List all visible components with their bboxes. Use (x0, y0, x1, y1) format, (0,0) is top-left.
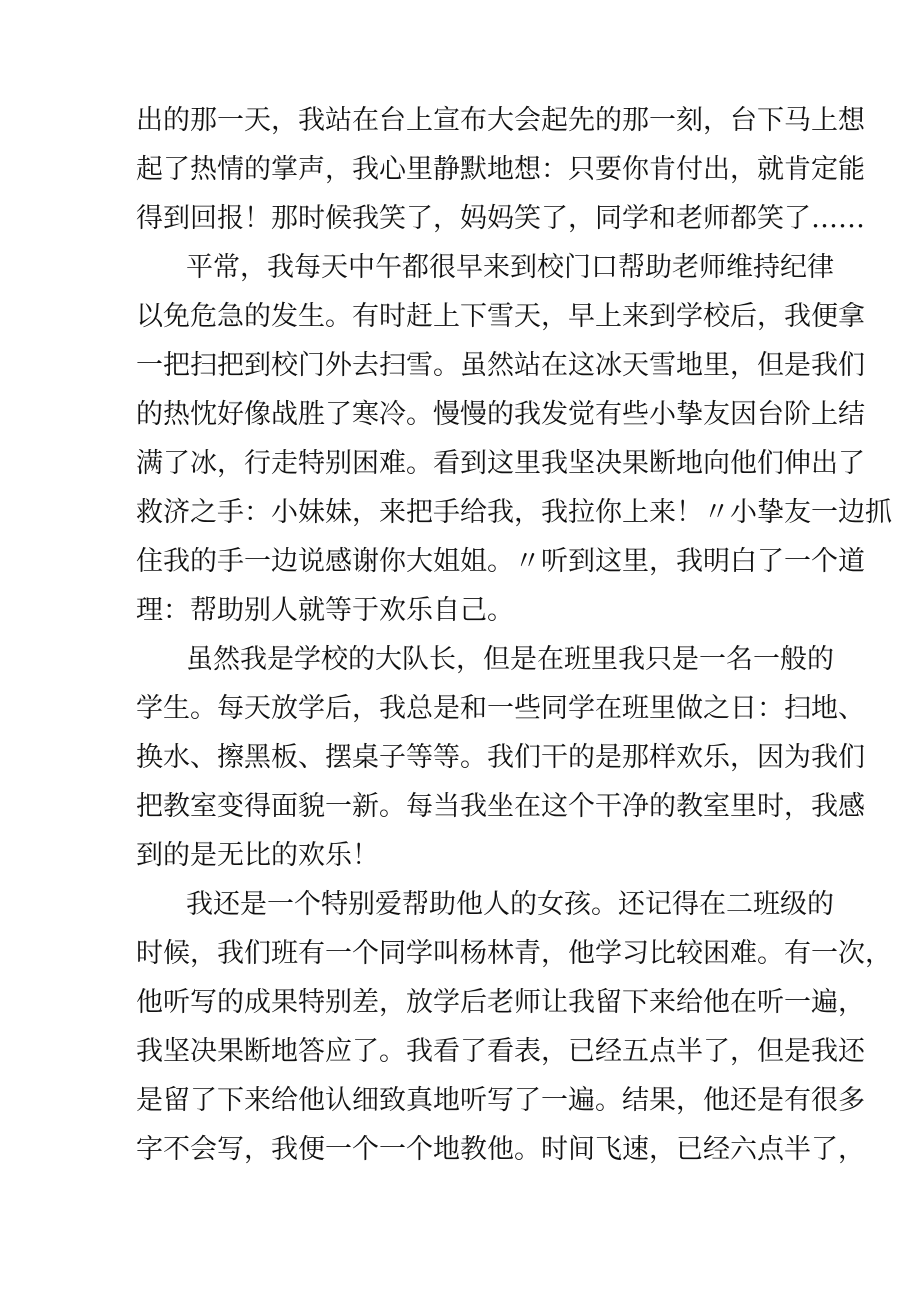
text-line: 住我的手一边说感谢你大姐姐。〃听到这里，我明白了一个道 (136, 546, 865, 577)
text-line: 的热忱好像战胜了寒冷。慢慢的我发觉有些小挚友因台阶上结 (136, 399, 865, 430)
text-line: 把教室变得面貌一新。每当我坐在这个干净的教室里时，我感 (136, 791, 865, 822)
paragraph-first-line: 我还是一个特别爱帮助他人的女孩。还记得在二班级的 (186, 889, 834, 920)
text-line: 他听写的成果特别差，放学后老师让我留下来给他在听一遍， (136, 987, 865, 1018)
text-line: 学生。每天放学后，我总是和一些同学在班里做之日：扫地、 (136, 693, 865, 724)
text-line: 换水、擦黑板、摆桌子等等。我们干的是那样欢乐，因为我们 (136, 742, 865, 773)
text-line: 以免危急的发生。有时赶上下雪天，早上来到学校后，我便拿 (136, 301, 865, 332)
text-line: 一把扫把到校门外去扫雪。虽然站在这冰天雪地里，但是我们 (136, 350, 865, 381)
essay-body (136, 105, 892, 1184)
text-line: 字不会写，我便一个一个地教他。时间飞速，已经六点半了， (136, 1134, 865, 1165)
text-line: 起了热情的掌声，我心里静默地想：只要你肯付出，就肯定能 (136, 154, 865, 185)
text-line: 是留了下来给他认细致真地听写了一遍。结果，他还是有很多 (136, 1085, 865, 1116)
text-line: 理：帮助别人就等于欢乐自己。 (136, 595, 514, 626)
text-line: 我坚决果断地答应了。我看了看表，已经五点半了，但是我还 (136, 1036, 865, 1067)
text-line: 出的那一天，我站在台上宣布大会起先的那一刻，台下马上想 (136, 105, 865, 136)
paragraph-first-line: 虽然我是学校的大队长，但是在班里我只是一名一般的 (186, 644, 834, 675)
text-line: 得到回报！那时候我笑了，妈妈笑了，同学和老师都笑了…… (136, 203, 865, 234)
text-line: 救济之手：小妹妹，来把手给我，我拉你上来！〃小挚友一边抓 (136, 497, 892, 528)
text-line: 到的是无比的欢乐！ (136, 840, 379, 871)
text-line: 满了冰，行走特别困难。看到这里我坚决果断地向他们伸出了 (136, 448, 865, 479)
paragraph-first-line: 平常，我每天中午都很早来到校门口帮助老师维持纪律 (186, 252, 834, 283)
text-line: 时候，我们班有一个同学叫杨林青，他学习比较困难。有一次， (136, 938, 892, 969)
